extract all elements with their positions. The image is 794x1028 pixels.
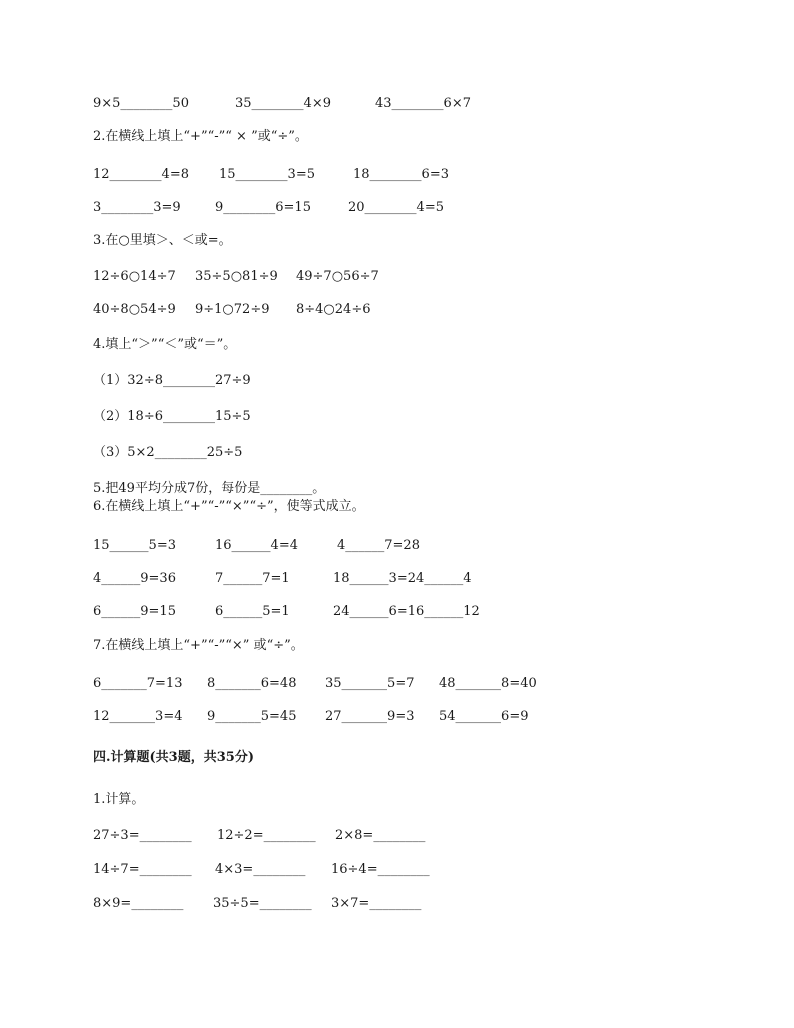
calc-item: 3×7=________ — [331, 896, 422, 911]
blank-item: 54_______6=9 — [439, 709, 529, 724]
blank-item: 43________6×7 — [375, 96, 471, 111]
blank-item: 18______3=24______4 — [333, 571, 472, 586]
blank-item: 18________6=3 — [353, 167, 449, 182]
blank-item: 4______9=36 — [93, 571, 176, 586]
sub-item-3: （3）5×2________25÷5 — [93, 445, 243, 460]
blank-item: 6_______7=13 — [93, 676, 183, 691]
calc-item: 35÷5=________ — [213, 896, 312, 911]
blank-item: 12________4=8 — [93, 167, 189, 182]
blank-item: 12_______3=4 — [93, 709, 183, 724]
question-4: 4.填上“＞”“＜”或“＝”。 — [93, 337, 237, 352]
blank-item: 8_______6=48 — [207, 676, 297, 691]
circle-item: 35÷5○81÷9 — [195, 269, 278, 284]
blank-item: 20________4=5 — [348, 200, 444, 215]
blank-item: 4______7=28 — [337, 538, 420, 553]
blank-item: 24______6=16______12 — [333, 604, 480, 619]
blank-item: 9×5________50 — [93, 96, 189, 111]
blank-item: 9________6=15 — [215, 200, 311, 215]
question-2: 2.在横线上填上“+”“-”“ × ”或“÷”。 — [93, 129, 308, 144]
blank-item: 35_______5=7 — [325, 676, 415, 691]
blank-item: 6______5=1 — [215, 604, 290, 619]
blank-item: 9_______5=45 — [207, 709, 297, 724]
circle-item: 12÷6○14÷7 — [93, 269, 176, 284]
calc-item: 8×9=________ — [93, 896, 184, 911]
calc-item: 4×3=________ — [215, 862, 306, 877]
blank-item: 15______5=3 — [93, 538, 176, 553]
blank-item: 27_______9=3 — [325, 709, 415, 724]
circle-item: 8÷4○24÷6 — [296, 302, 371, 317]
blank-item: 6______9=15 — [93, 604, 176, 619]
question-3: 3.在○里填＞、＜或=。 — [93, 233, 232, 248]
circle-item: 40÷8○54÷9 — [93, 302, 176, 317]
question-7: 7.在横线上填上“+”“-”“×” 或“÷”。 — [93, 638, 304, 653]
blank-item: 3________3=9 — [93, 200, 181, 215]
calc-item: 16÷4=________ — [331, 862, 430, 877]
blank-item: 16______4=4 — [215, 538, 298, 553]
question-6: 6.在横线上填上“+”“-”“×”“÷”，使等式成立。 — [93, 499, 365, 514]
blank-item: 15________3=5 — [219, 167, 315, 182]
calc-item: 14÷7=________ — [93, 862, 192, 877]
calc-item: 2×8=________ — [335, 828, 426, 843]
calc-item: 12÷2=________ — [217, 828, 316, 843]
question-5: 5.把49平均分成7份，每份是________。 — [93, 481, 326, 496]
circle-item: 49÷7○56÷7 — [296, 269, 379, 284]
blank-item: 7______7=1 — [215, 571, 290, 586]
blank-item: 35________4×9 — [235, 96, 331, 111]
blank-item: 48_______8=40 — [439, 676, 537, 691]
calc-question-1: 1.计算。 — [93, 792, 145, 807]
circle-item: 9÷1○72÷9 — [195, 302, 270, 317]
sub-item-1: （1）32÷8________27÷9 — [93, 373, 251, 388]
calc-item: 27÷3=________ — [93, 828, 192, 843]
section-4-heading: 四.计算题(共3题，共35分) — [93, 750, 254, 765]
sub-item-2: （2）18÷6________15÷5 — [93, 409, 251, 424]
